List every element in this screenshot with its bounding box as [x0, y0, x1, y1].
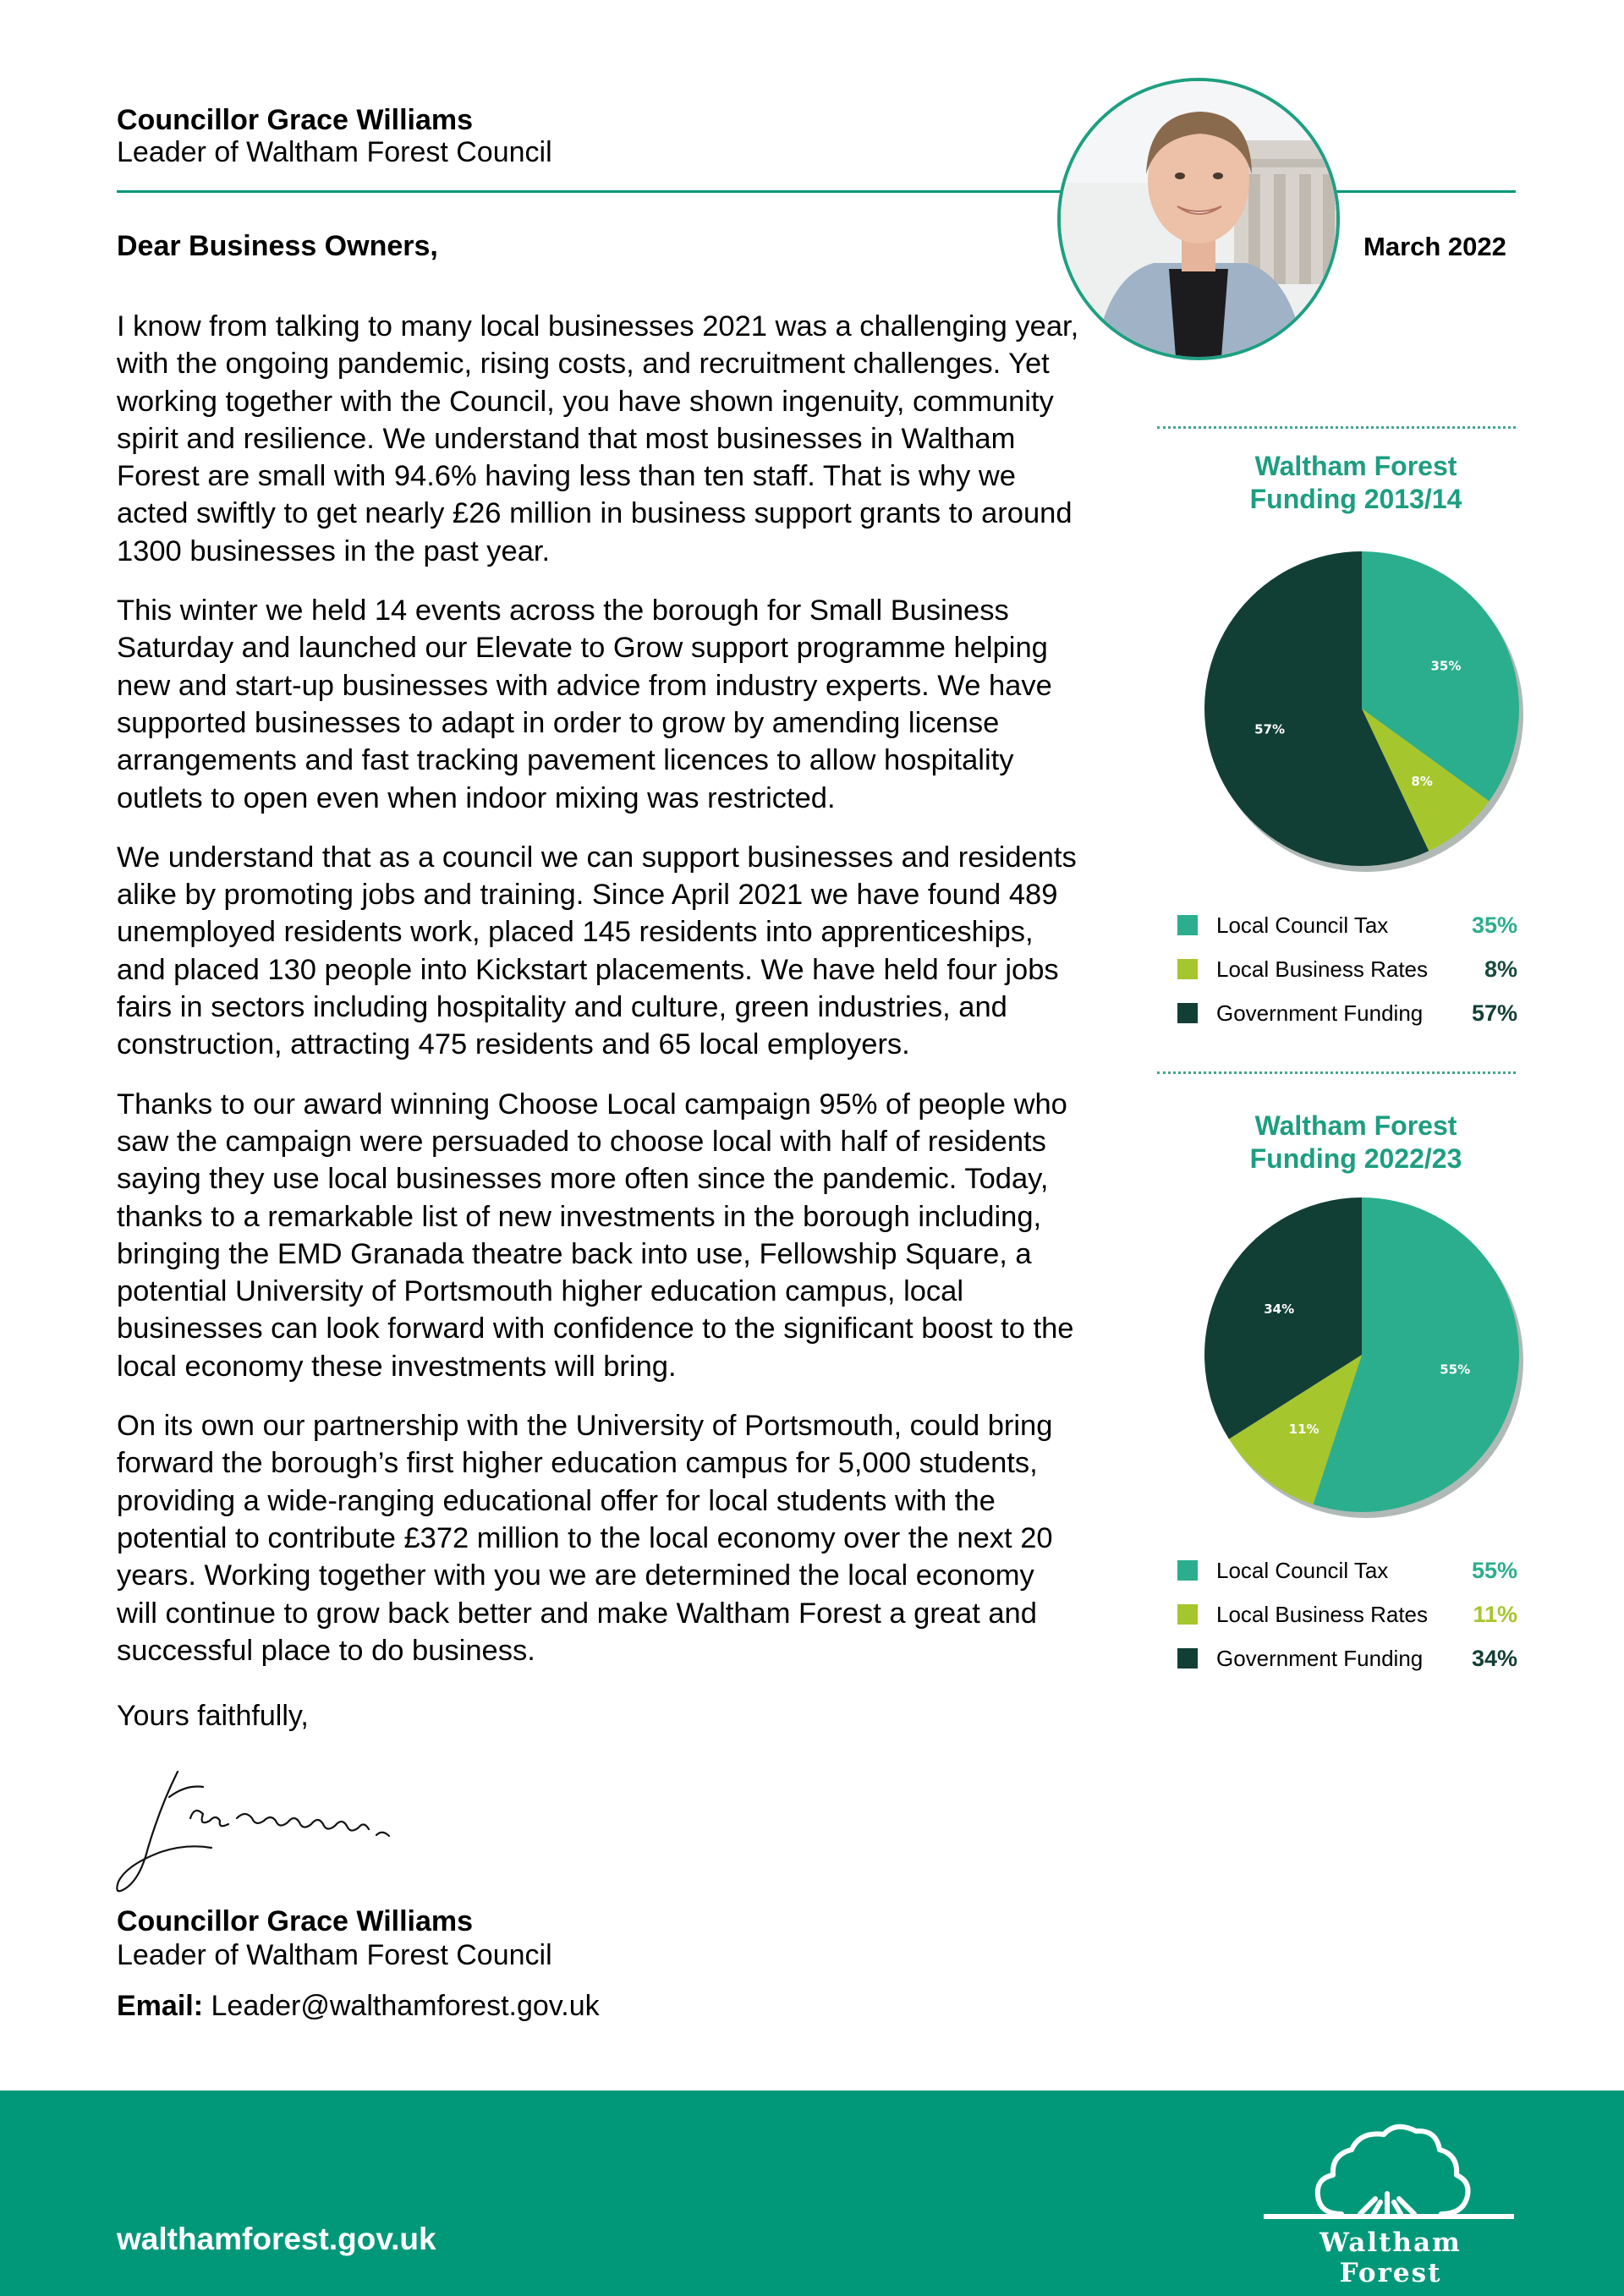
legend-swatch — [1177, 1648, 1198, 1669]
legend-item — [1176, 1592, 1517, 1636]
letter-body — [117, 308, 1081, 1691]
legend-item — [1176, 991, 1517, 1035]
legend-item — [1176, 1636, 1517, 1680]
portrait-image — [1061, 81, 1336, 357]
sidebar-divider — [1157, 1071, 1516, 1074]
legend-label: Local Council Tax — [1216, 1558, 1389, 1583]
legend-value: 35% — [1471, 912, 1517, 938]
legend-swatch — [1177, 915, 1198, 935]
legend-2022 — [1176, 1548, 1517, 1680]
legend-label: Local Business Rates — [1216, 956, 1429, 982]
body-paragraph: This winter we held 14 events across the borough for Small Business Saturday and launched our Elevate to Grow support programme helping new and start-up businesses with advice from industry experts. We have supported businesses to adapt in order to grow by amending license arrangements and fast tracking pavement licences to allow hospitality outlets to open even when indoor mixing was restricted. — [117, 595, 1052, 814]
signature-image — [110, 1755, 440, 1903]
legend-value: 8% — [1484, 956, 1517, 982]
legend-item — [1176, 947, 1517, 991]
legend-value: 57% — [1471, 1000, 1517, 1026]
signoff-name: Councillor Grace Williams — [117, 1905, 474, 1937]
legend-value: 55% — [1471, 1558, 1517, 1583]
legend-item — [1176, 903, 1517, 947]
author-photo — [1057, 78, 1340, 360]
closing: Yours faithfully, — [117, 1700, 309, 1732]
letter-date: March 2022 — [1363, 232, 1506, 261]
body-paragraph: We understand that as a council we can support businesses and residents alike by promoting jobs and training. Since April 2021 we have found 489 unemployed residents work, placed 145 residents into apprenticeships, and placed 130 people into Kickstart placements. We have held four jobs fairs in sectors including hospitality and culture, green industries, and construction, attracting 475 residents and 65 local employers. — [117, 841, 1077, 1061]
email-line — [117, 1989, 600, 2023]
pie-data-label: 57% — [1254, 721, 1286, 737]
pie-data-label: 8% — [1411, 773, 1433, 789]
pie-chart-2013 — [1184, 546, 1539, 885]
salutation: Dear Business Owners, — [117, 230, 438, 262]
legend-item — [1176, 1548, 1517, 1592]
body-paragraph: I know from talking to many local businesses 2021 was a challenging year, with the ongoing pandemic, rising costs, and recruitment challenges. Yet working together with the Council, you have shown ingenuity, community spirit and resilience. We understand that most businesses in Waltham Forest are small with 94.6% having less than ten staff. That is why we acted swiftly to get nearly £26 million in business support grants to around 1300 businesses in the past year. — [117, 310, 1079, 567]
chart-title-2013 — [1157, 450, 1555, 516]
legend-value: 11% — [1473, 1602, 1517, 1627]
legend-swatch — [1177, 959, 1198, 979]
body-paragraph: On its own our partnership with the University of Portsmouth, could bring forward the borough’s first higher education campus for 5,000 students, providing a wide-ranging educational offer for local students with the potential to contribute £372 million to the local economy over the next 20 years. Working together with you we are determined the local economy will continue to grow back better and make Waltham Forest a great and successful place to do business. — [117, 1410, 1053, 1667]
pie-data-label: 11% — [1288, 1422, 1320, 1438]
body-paragraph: Thanks to our award winning Choose Local campaign 95% of people who saw the campaign were persuaded to choose local with half of residents saying they use local businesses more often since the pandemic. Today, thanks to a remarkable list of new investments in the borough including, bringing the EMD Granada theatre back into use, Fellowship Square, a potential University of Portsmouth higher education campus, local businesses can look forward with confidence to the significant boost to the local economy these investments will bring. — [117, 1088, 1074, 1383]
email-label: Email: — [117, 1990, 204, 2022]
pie-data-label: 34% — [1264, 1301, 1295, 1318]
legend-label: Local Council Tax — [1216, 912, 1389, 938]
legend-label: Local Business Rates — [1216, 1602, 1429, 1627]
signoff-role: Leader of Waltham Forest Council — [117, 1939, 552, 1971]
email-address[interactable]: Leader@walthamforest.gov.uk — [211, 1990, 600, 2022]
chart-title-2013-text: Waltham Forest Funding 2013/14 — [1249, 451, 1462, 514]
legend-label: Government Funding — [1216, 1000, 1424, 1026]
sidebar-divider — [1157, 426, 1516, 429]
pie-data-label: 35% — [1430, 658, 1462, 674]
author-name: Councillor Grace Williams — [117, 104, 474, 136]
pie-chart-2022 — [1184, 1192, 1539, 1531]
author-role: Leader of Waltham Forest Council — [117, 136, 552, 168]
chart-title-2022-text: Waltham Forest Funding 2022/23 — [1249, 1110, 1462, 1174]
legend-swatch — [1177, 1003, 1198, 1023]
legend-swatch — [1177, 1560, 1198, 1581]
footer-website-link[interactable]: walthamforest.gov.uk — [117, 2222, 436, 2256]
legend-value: 34% — [1471, 1646, 1517, 1671]
footer-logo-text: Waltham Forest — [1320, 2228, 1462, 2288]
pie-data-label: 55% — [1440, 1362, 1471, 1378]
legend-swatch — [1177, 1604, 1198, 1625]
legend-label: Government Funding — [1216, 1646, 1424, 1671]
legend-2013 — [1176, 903, 1517, 1035]
chart-title-2022 — [1157, 1110, 1555, 1175]
